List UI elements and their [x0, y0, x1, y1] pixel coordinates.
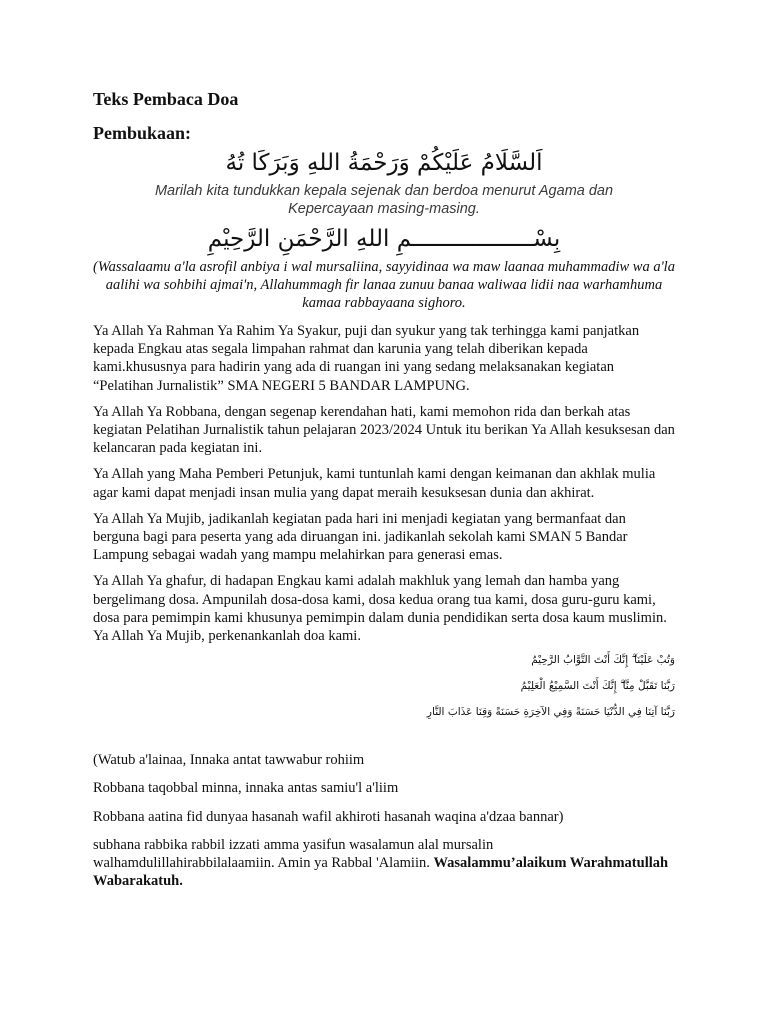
basmalah-arabic: بِسْــــــــــــــــــمِ اللهِ الرَّحْمَنِ الرَّحِيْمِ	[207, 226, 561, 252]
opening-heading: Pembukaan:	[93, 123, 192, 143]
closing-text: subhana rabbika rabbil izzati amma yasifun wasalamun alal mursalin walhamdulillahirabbilalaamiin. Amin ya Rabbal 'Alamiin.	[93, 836, 494, 872]
invitation-text: Marilah kita tundukkan kepala sejenak dan berdoa menurut Agama dan Kepercayaan masing-masing.	[154, 183, 614, 217]
arabic-prayer-line: رَبَّنَا تَقَبَّلْ مِنَّآ ۖ إِنَّكَ أَنْتَ السَّمِيْعُ الْعَلِيْمُ	[520, 680, 675, 693]
prayer-paragraph: Ya Allah Ya Mujib, jadikanlah kegiatan pada hari ini menjadi kegiatan yang bermanfaat dan berguna bagi para peserta yang ada diruangan ini. jadikanlah sekolah kami SMAN 5 Bandar Lampung sebagai wadah yang mampu melahirkan para generasi emas.	[93, 510, 628, 564]
prayer-paragraph: Ya Allah yang Maha Pemberi Petunjuk, kami tuntunlah kami dengan keimanan dan akhlak mulia agar kami dapat menjadi insan mulia yang dapat meraih kesuksesan dunia dan akhirat.	[93, 466, 656, 501]
arabic-prayer-line: وَتُبْ عَلَيْنَآ ۖ إِنَّكَ أَنْتَ التَّوَّابُ الرَّحِيْمُ	[531, 654, 675, 667]
salam-arabic: اَلسَّلَامُ عَلَيْكُمْ وَرَحْمَةُ اللهِ وَبَرَكَا تُهُ	[225, 150, 543, 176]
latin-prayer-line: Robbana taqobbal minna, innaka antas samiu'l a'liim	[93, 780, 399, 797]
closing-paragraph	[93, 836, 675, 891]
prayer-paragraph: Ya Allah Ya Rahman Ya Rahim Ya Syakur, puji dan syukur yang tak terhingga kami panjatkan kepada Engkau atas segala limpahan rahmat dan karunia yang telah diberikan kepada kami.khususnya para hadirin yang ada di ruangan ini yang sedang melaksanakan kegiatan “Pelatihan Jurnalistik” SMA NEGERI 5 BANDAR LAMPUNG.	[93, 323, 640, 394]
arabic-prayer-line: رَبَّنَا آتِنَا فِي الدُّنْيَا حَسَنَةً وَفِي الآخِرَةِ حَسَنَةً وَقِنَا عَذَابَ النَّارِ	[426, 706, 675, 719]
prayer-paragraph: Ya Allah Ya ghafur, di hadapan Engkau kami adalah makhluk yang lemah dan hamba yang bergelimang dosa. Ampunilah dosa-dosa kami, dosa kedua orang tua kami, dosa guru-guru kami, dosa para pemimpin kami khusunya pemimpin dalam dunia pendidikan serta dosa kaum muslimin. Ya Allah Ya Mujib, perkenankanlah doa kami.	[93, 573, 667, 645]
transliteration-text: (Wassalaamu a'la asrofil anbiya i wal mursaliina, sayyidinaa wa maw laanaa muhammadiw wa a'la aalihi wa sohbihi ajmai'n, Allahummagh fir lanaa zunuu banaa waliwaa lidii naa warhamhuma kamaa rabbayaana sighoro.	[93, 259, 675, 311]
arabic-prayer-block	[93, 653, 675, 719]
closing-salam: Wasalammu’alaikum Warahmatullah Wabarakatuh.	[93, 855, 669, 890]
document-page	[93, 88, 675, 900]
document-title: Teks Pembaca Doa	[93, 89, 239, 109]
prayer-paragraph: Ya Allah Ya Robbana, dengan segenap kerendahan hati, kami memohon rida dan berkah atas kegiatan Pelatihan Jurnalistik tahun pelajaran 2023/2024 Untuk itu berikan Ya Allah kesuksesan dan kelancaran pada kegiatan ini.	[93, 403, 675, 457]
latin-prayer-line: Robbana aatina fid dunyaa hasanah wafil akhiroti hasanah waqina a'dzaa bannar)	[93, 808, 564, 825]
latin-prayer-line: (Watub a'lainaa, Innaka antat tawwabur rohiim	[93, 752, 365, 769]
